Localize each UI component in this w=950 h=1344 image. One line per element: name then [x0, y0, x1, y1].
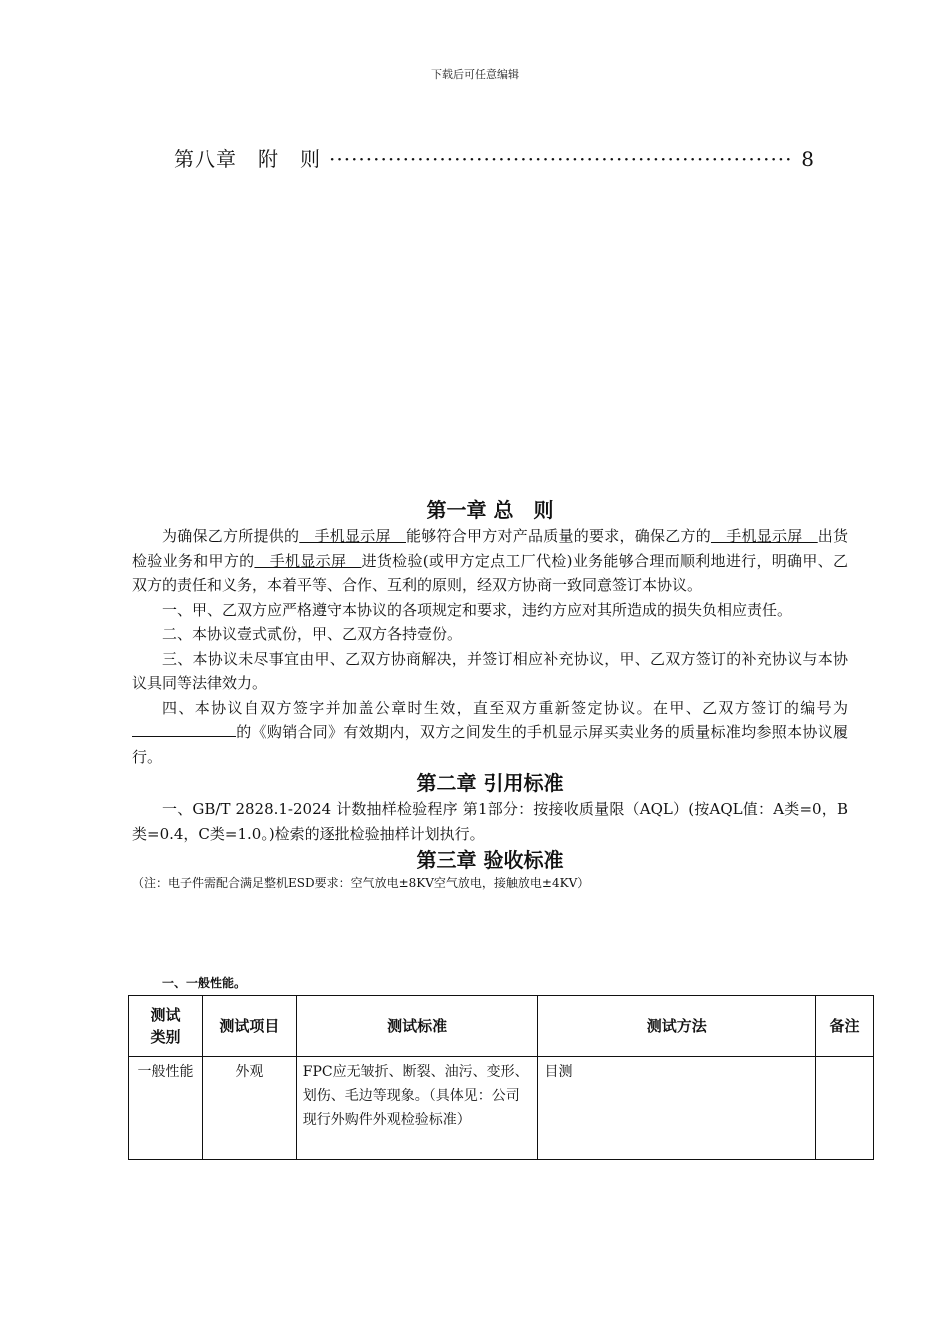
toc-label: 第八章 附 则	[174, 147, 321, 171]
esd-note: （注：电子件需配合满足整机ESD要求：空气放电±8KV空气放电，接触放电±4KV）	[132, 876, 590, 890]
clause-4: 四、本协议自双方签字并加盖公章时生效，直至双方重新签定协议。在甲、乙双方签订的编号为的《购销合同》有效期内，双方之间发生的手机显示屏买卖业务的质量标准均参照本协议履行。	[132, 698, 848, 766]
product-name: 手机显示屏	[710, 527, 818, 545]
chapter-3-title: 第三章 验收标准	[416, 848, 564, 872]
table-row	[129, 1057, 874, 1160]
toc-page-number: 8	[801, 147, 814, 171]
header-method: 测试方法	[538, 996, 816, 1057]
product-name: 手机显示屏	[254, 551, 362, 570]
header-standard: 测试标准	[296, 996, 538, 1057]
header-category: 测试 类别	[129, 996, 203, 1057]
cell-method: 目测	[538, 1057, 816, 1160]
header-remark: 备注	[816, 996, 874, 1057]
document-body	[132, 496, 848, 892]
product-name: 手机显示屏	[299, 527, 406, 545]
clause-3: 三、本协议未尽事宜由甲、乙双方协商解决，并签订相应补充协议，甲、乙双方签订的补充协议与本协议具同等法律效力。	[132, 649, 848, 692]
clause-2: 二、本协议壹式贰份，甲、乙双方各持壹份。	[162, 625, 463, 643]
page-header: 下载后可任意编辑	[431, 68, 519, 81]
clause-1: 一、甲、乙双方应严格遵守本协议的各项规定和要求，违约方应对其所造成的损失负相应责任。	[162, 600, 793, 619]
toc-entry-chapter-8[interactable]	[174, 143, 814, 172]
chapter-1-title: 第一章 总 则	[426, 498, 554, 522]
cell-item: 外观	[202, 1057, 296, 1160]
cell-category: 一般性能	[129, 1057, 203, 1160]
acceptance-standard-table	[128, 995, 874, 1160]
standard-reference: 一、GB/T 2828.1-2024 计数抽样检验程序 第1部分：按接收质量限（AQL）(按AQL值：A类=0，B类=0.4，C类=1.0。)检索的逐批检验抽样计划执行。	[132, 800, 848, 843]
chapter-1-intro: 为确保乙方所提供的 手机显示屏 能够符合甲方对产品质量的要求，确保乙方的 手机显示屏 出货检验业务和甲方的 手机显示屏 进货检验(或甲方定点工厂代检)业务能够合理而顺利地进行，明确甲、乙双方的责任和义务，本着平等、合作、互利的原则，经双方协商一致同意签订本协议。	[132, 527, 848, 594]
cell-standard: FPC应无皱折、断裂、油污、变形、划伤、毛边等现象。（具体见：公司现行外购件外观检验标准）	[296, 1057, 538, 1160]
cell-remark	[816, 1057, 874, 1160]
chapter-2-title: 第二章 引用标准	[416, 771, 564, 795]
header-item: 测试项目	[202, 996, 296, 1057]
section-general-performance: 一、一般性能。	[162, 976, 247, 990]
toc-leader-dots	[329, 147, 793, 171]
contract-number-blank[interactable]	[132, 722, 236, 737]
